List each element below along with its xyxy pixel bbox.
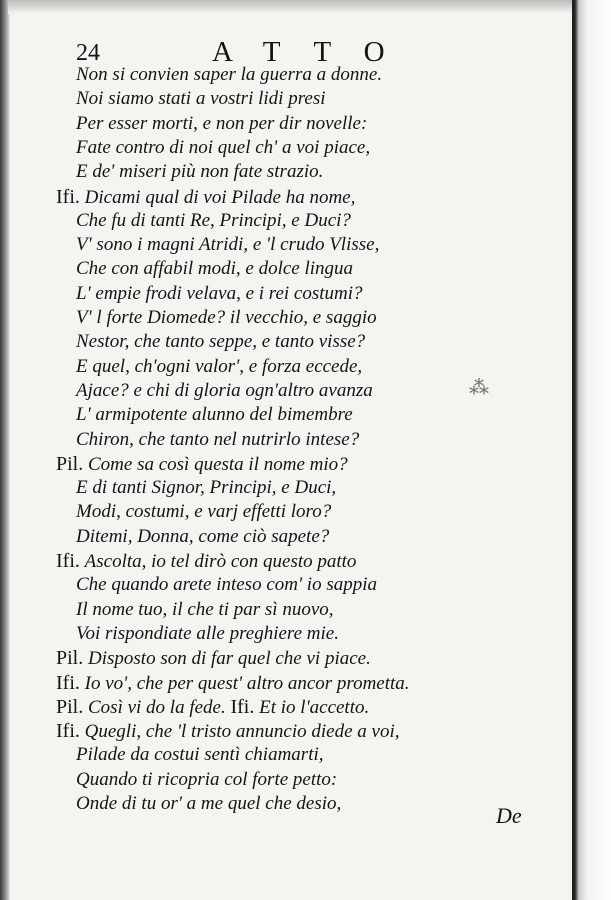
verse-text: Fate contro di noi quel ch' a voi piace, (76, 136, 371, 158)
speaker-label: Pil. (56, 452, 84, 475)
verse-text: Chiron, che tanto nel nutrirlo intese? (76, 428, 360, 450)
verse-text: Nestor, che tanto seppe, e tanto visse? (76, 331, 366, 353)
verse-line (76, 88, 326, 110)
verse-line (76, 769, 337, 791)
verse-text: Non si convien saper la guerra a donne. (76, 64, 383, 85)
verse-line (76, 501, 331, 523)
verse-line (76, 744, 324, 766)
verse-text: Onde di tu or' a me quel che desio, (76, 793, 342, 814)
catchword: De (496, 803, 522, 828)
speaker-label: Ifi. (56, 185, 80, 208)
verse-text: Et io l'accetto. (259, 696, 370, 718)
speech-line (56, 720, 400, 743)
verse-line (76, 161, 323, 183)
book-spine-gutter (572, 0, 611, 900)
verse-text: Ascolta, io tel dirò con questo patto (84, 551, 357, 572)
ornament-mark: ⁂ (469, 377, 489, 399)
verse-text: Pilade da costui sentì chiamarti, (76, 744, 324, 766)
page-number: 24 (76, 40, 100, 66)
verse-line (76, 404, 353, 426)
verse-line (76, 793, 341, 815)
verse-text: E quel, ch'ogni valor', e forza eccede, (76, 355, 363, 377)
verse-text: V' sono i magni Atridi, e 'l crudo Vlisse, (76, 234, 380, 256)
page-top-shadow (8, 0, 574, 14)
verse-text: Dicami qual di voi Pilade ha nome, (84, 186, 356, 208)
speaker-label: Ifi. (56, 671, 80, 694)
verse-text: Che quando arete inteso com' io sappia (76, 574, 377, 596)
speaker-label: Ifi. (56, 550, 80, 572)
speaker-label: Pil. (56, 695, 84, 718)
verse-text: Modi, costumi, e varj effetti loro? (76, 501, 332, 523)
verse-line (76, 331, 365, 353)
verse-line (76, 623, 339, 645)
verse-line (76, 477, 336, 499)
verse-text: Quando ti ricopria col forte petto: (76, 768, 338, 790)
verse-line (76, 599, 334, 621)
verse-line (76, 380, 373, 402)
verse-line (76, 574, 377, 596)
verse-line (76, 356, 362, 378)
speech-line (56, 696, 369, 719)
verse-text: Ditemi, Donna, come ciò sapete? (76, 525, 330, 547)
verse-text: Voi rispondiate alle preghiere mie. (76, 622, 339, 644)
page-left-edge-shadow (0, 0, 10, 900)
verse-text: Il nome tuo, il che ti par sì nuovo, (76, 598, 334, 620)
verse-text: Noi siamo stati a vostri lidi presi (76, 88, 326, 110)
verse-text: E di tanti Signor, Principi, e Duci, (76, 477, 337, 499)
verse-text: Ajace? e chi di gloria ogn'altro avanza (76, 379, 373, 401)
speech-line (56, 453, 348, 476)
verse-text: Che con affabil modi, e dolce lingua (76, 258, 354, 280)
speech-line (56, 550, 356, 573)
speech-line (56, 647, 371, 670)
verse-line (76, 210, 351, 232)
verse-text: Quegli, che 'l tristo annuncio diede a voi, (84, 721, 400, 743)
speaker-label: Pil. (56, 647, 84, 670)
verse-line (76, 258, 353, 280)
verse-text: Per esser morti, e non per dir novelle: (76, 112, 368, 134)
verse-line (76, 113, 367, 135)
speech-line (56, 672, 410, 695)
verse-text: L' empie frodi velava, e i rei costumi? (76, 282, 363, 304)
verse-line (76, 307, 377, 329)
verse-line (76, 234, 379, 256)
speech-line (56, 186, 355, 209)
verse-text: V' l forte Diomede? il vecchio, e saggio (76, 307, 377, 328)
verse-text: Come sa così questa il nome mio? (88, 453, 348, 475)
speaker-label: Ifi. (230, 695, 255, 718)
speaker-label: Ifi. (56, 720, 80, 743)
verse-line (76, 283, 363, 305)
running-head: ATTO (212, 36, 418, 68)
verse-line (76, 526, 329, 548)
verse-text: L' armipotente alunno del bimembre (76, 404, 353, 426)
verse-text: E de' miseri più non fate strazio. (76, 161, 324, 183)
verse-text: Che fu di tanti Re, Principi, e Duci? (76, 209, 351, 231)
verse-text: Disposto son di far quel che vi piace. (88, 648, 371, 670)
verse-line (76, 137, 370, 159)
verse-text: Così vi do la fede. (88, 696, 226, 718)
verse-line (76, 64, 382, 86)
verse-text: Io vo', che per quest' altro ancor prometta. (84, 672, 410, 694)
verse-line (76, 429, 359, 451)
